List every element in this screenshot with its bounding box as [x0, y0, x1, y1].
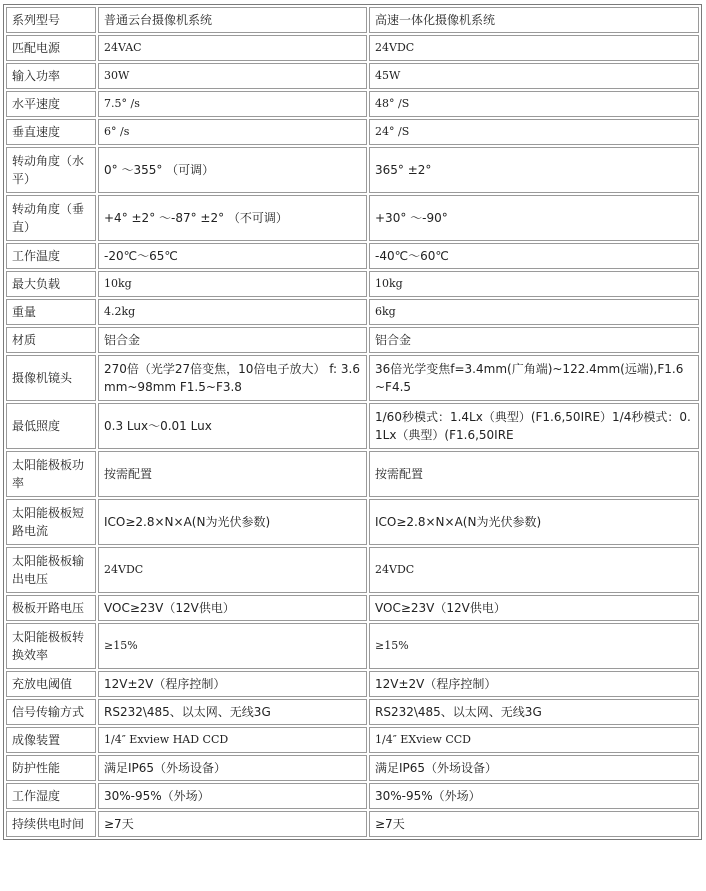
col-highspeed-value: VOC≥23V（12V供电） [369, 595, 699, 621]
col-standard-value: -20℃～65℃ [98, 243, 367, 269]
col-highspeed-value: 36倍光学变焦f=3.4mm(广角端)~122.4mm(远端),F1.6~F4.5 [369, 355, 699, 401]
col-standard-value: 1/4″ Exview HAD CCD [98, 727, 367, 753]
table-row [6, 783, 699, 809]
col-standard-value: 4.2kg [98, 299, 367, 325]
col-standard-value: 按需配置 [98, 451, 367, 497]
col-highspeed-value: ICO≥2.8×N×A(N为光伏参数) [369, 499, 699, 545]
col-standard-value: ICO≥2.8×N×A(N为光伏参数) [98, 499, 367, 545]
col-standard-value: 12V±2V（程序控制） [98, 671, 367, 697]
table-row [6, 547, 699, 593]
row-label: 匹配电源 [6, 35, 96, 61]
row-label: 转动角度（垂直） [6, 195, 96, 241]
table-row [6, 147, 699, 193]
row-label: 太阳能极板短路电流 [6, 499, 96, 545]
row-label: 太阳能极板功率 [6, 451, 96, 497]
table-row [6, 623, 699, 669]
spec-table [3, 4, 702, 840]
table-row [6, 299, 699, 325]
col-highspeed-value: RS232\485、以太网、无线3G [369, 699, 699, 725]
row-label: 极板开路电压 [6, 595, 96, 621]
col-highspeed-value: +30° ～-90° [369, 195, 699, 241]
row-label: 最低照度 [6, 403, 96, 449]
table-row [6, 499, 699, 545]
col-standard-value: 铝合金 [98, 327, 367, 353]
col-standard-value: ≥15% [98, 623, 367, 669]
col-highspeed-value: ≥7天 [369, 811, 699, 837]
col-standard-value: RS232\485、以太网、无线3G [98, 699, 367, 725]
col-highspeed-value: 48° /S [369, 91, 699, 117]
table-row [6, 35, 699, 61]
row-label: 摄像机镜头 [6, 355, 96, 401]
row-label: 成像装置 [6, 727, 96, 753]
col-standard-value: 24VAC [98, 35, 367, 61]
col-highspeed-value: 6kg [369, 299, 699, 325]
col-standard-value: 270倍（光学27倍变焦，10倍电子放大） f: 3.6mm~98mm F1.5~F3.8 [98, 355, 367, 401]
table-row [6, 755, 699, 781]
table-row [6, 63, 699, 89]
col-standard-value: 0.3 Lux～0.01 Lux [98, 403, 367, 449]
col-standard-value: 满足IP65（外场设备） [98, 755, 367, 781]
col-highspeed-value: 30%-95%（外场） [369, 783, 699, 809]
row-label: 转动角度（水平） [6, 147, 96, 193]
row-label: 材质 [6, 327, 96, 353]
col-highspeed-value: 12V±2V（程序控制） [369, 671, 699, 697]
table-row [6, 811, 699, 837]
col-standard-value: 30%-95%（外场） [98, 783, 367, 809]
table-row [6, 727, 699, 753]
row-label: 垂直速度 [6, 119, 96, 145]
col-highspeed-value: 1/60秒模式：1.4Lx（典型）(F1.6,50IRE）1/4秒模式：0.1Lx（典型）(F1.6,50IRE [369, 403, 699, 449]
row-label: 重量 [6, 299, 96, 325]
table-row [6, 403, 699, 449]
col-highspeed-value: 满足IP65（外场设备） [369, 755, 699, 781]
table-row [6, 595, 699, 621]
col-highspeed-value: 45W [369, 63, 699, 89]
col-standard-value: 普通云台摄像机系统 [98, 7, 367, 33]
col-highspeed-value: 24VDC [369, 35, 699, 61]
table-row [6, 355, 699, 401]
col-highspeed-value: 10kg [369, 271, 699, 297]
table-row [6, 451, 699, 497]
col-highspeed-value: 高速一体化摄像机系统 [369, 7, 699, 33]
col-standard-value: 0° ～355° （可调） [98, 147, 367, 193]
row-label: 最大负载 [6, 271, 96, 297]
row-label: 防护性能 [6, 755, 96, 781]
col-standard-value: 24VDC [98, 547, 367, 593]
col-standard-value: 7.5° /s [98, 91, 367, 117]
row-label: 水平速度 [6, 91, 96, 117]
table-row [6, 243, 699, 269]
col-standard-value: ≥7天 [98, 811, 367, 837]
table-row [6, 327, 699, 353]
table-row [6, 671, 699, 697]
col-standard-value: 30W [98, 63, 367, 89]
table-row [6, 7, 699, 33]
col-highspeed-value: -40℃～60℃ [369, 243, 699, 269]
table-row [6, 119, 699, 145]
row-label: 持续供电时间 [6, 811, 96, 837]
col-standard-value: VOC≥23V（12V供电） [98, 595, 367, 621]
table-row [6, 699, 699, 725]
col-highspeed-value: 24VDC [369, 547, 699, 593]
col-highspeed-value: ≥15% [369, 623, 699, 669]
col-highspeed-value: 铝合金 [369, 327, 699, 353]
row-label: 工作湿度 [6, 783, 96, 809]
table-row [6, 91, 699, 117]
row-label: 输入功率 [6, 63, 96, 89]
col-highspeed-value: 365° ±2° [369, 147, 699, 193]
row-label: 充放电阈值 [6, 671, 96, 697]
row-label: 信号传输方式 [6, 699, 96, 725]
table-row [6, 271, 699, 297]
row-label: 太阳能极板转换效率 [6, 623, 96, 669]
col-standard-value: 6° /s [98, 119, 367, 145]
row-label: 太阳能极板输出电压 [6, 547, 96, 593]
row-label: 系列型号 [6, 7, 96, 33]
col-highspeed-value: 1/4″ EXview CCD [369, 727, 699, 753]
row-label: 工作温度 [6, 243, 96, 269]
col-highspeed-value: 按需配置 [369, 451, 699, 497]
col-highspeed-value: 24° /S [369, 119, 699, 145]
col-standard-value: 10kg [98, 271, 367, 297]
col-standard-value: +4° ±2° ～-87° ±2° （不可调） [98, 195, 367, 241]
table-row [6, 195, 699, 241]
